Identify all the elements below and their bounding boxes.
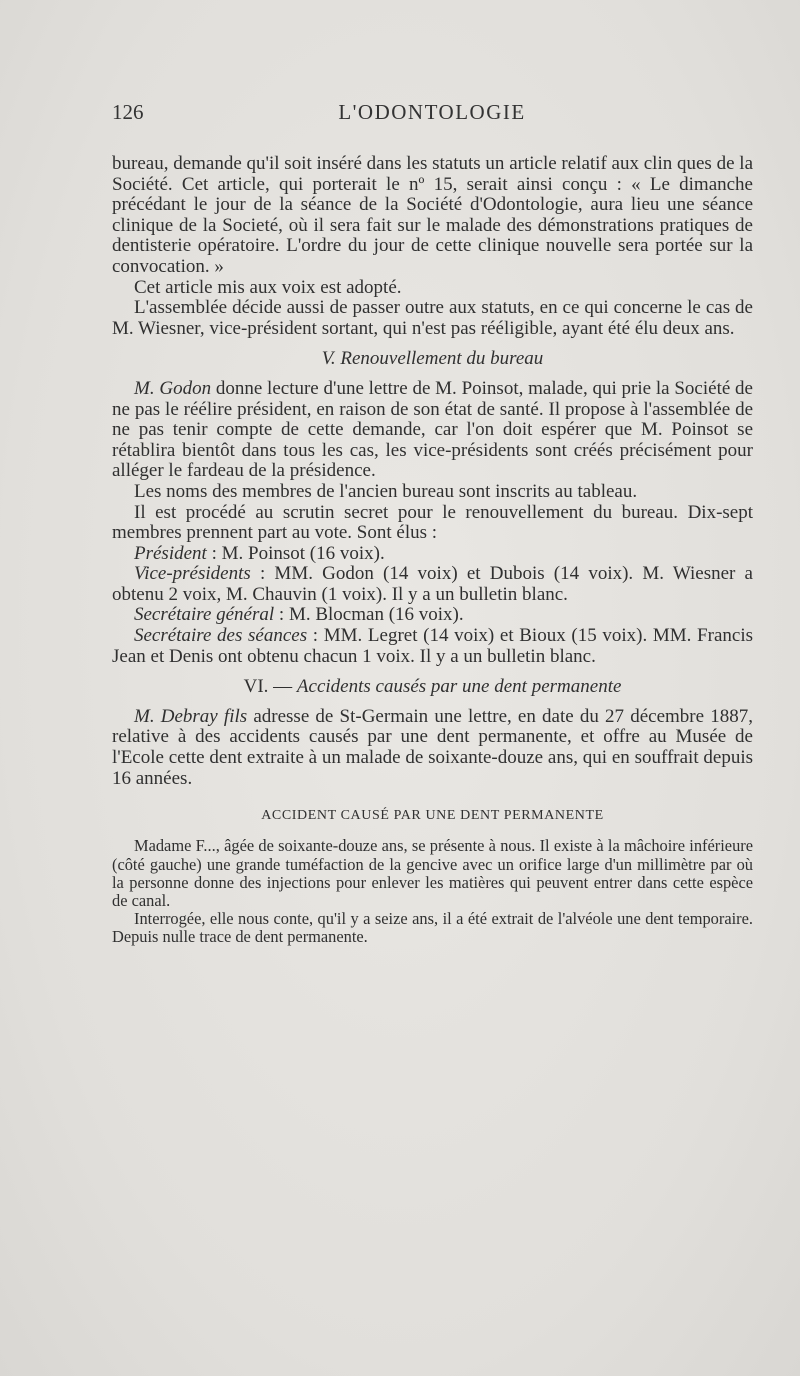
result-text: : M. Poinsot (16 voix). [206,542,385,564]
office-label: Vice-présidents [134,563,251,585]
running-title: L'ODONTOLOGIE [338,100,526,124]
article-body [112,154,753,947]
election-result [112,605,753,626]
speaker-name: M. Debray fils [134,705,248,727]
case-report-title: ACCIDENT CAUSÉ PAR UNE DENT PERMANENTE [261,808,604,824]
page-number: 126 [112,100,144,124]
election-result [112,564,753,605]
paragraph-text: adresse de St-Germain une lettre, en date du 27 décembre 1887, relative à des accidents causés par une dent permanente, et offre au Musée de l'Ecole cette dent extraite à un malade de soixante-douze ans, qui en souffrait depuis 16 années. [112,705,753,789]
office-label: Président [134,542,207,564]
section-title: Accidents causés par une dent permanente [296,676,622,698]
case-paragraph: Madame F..., âgée de soixante-douze ans, se présente à nous. Il existe à la mâchoire inférieure (côté gauche) une grande tuméfaction de la gencive avec un orifice large d'un millimètre par où la personne donne des injections pour enlever les matières qui peuvent entrer dans cette espèce de canal. [112,836,753,911]
page-header [112,100,752,130]
paragraph: Les noms des membres de l'ancien bureau sont inscrits au tableau. [134,480,638,502]
result-text: : MM. Godon (14 voix) et Dubois (14 voix). M. Wiesner a obtenu 2 voix, M. Chauvin (1 voix). Il y a un bulletin blanc. [112,563,753,605]
section-heading-vi [112,677,753,698]
paragraph-text: donne lecture d'une lettre de M. Poinsot, malade, qui prie la Société de ne pas le réélire président, en raison de son état de santé. Il propose à l'assemblée de ne pas tenir compte de cette demande, car l'on doit espérer que M. Poinsot se rétablira bientôt dans tous les cas, les vice-présidents sont créés précisément pour alléger le fardeau de la présidence. [112,377,753,482]
speaker-name: M. Godon [134,377,212,399]
case-report [112,807,753,946]
result-text: : M. Blocman (16 voix). [274,604,464,626]
case-paragraph: Interrogée, elle nous conte, qu'il y a seize ans, il a été extrait de l'alvéole une dent temporaire. Depuis nulle trace de dent permanente. [112,909,753,947]
paragraph: Il est procédé au scrutin secret pour le renouvellement du bureau. Dix-sept membres prennent part au vote. Sont élus : [112,501,753,544]
section-heading-v: V. Renouvellement du bureau [321,348,544,370]
section-number: VI. — [243,676,297,698]
paragraph [112,379,753,482]
office-label: Secrétaire des séances [134,625,308,647]
election-result [112,626,753,667]
result-text: : MM. Legret (14 voix) et Bioux (15 voix). MM. Francis Jean et Denis ont obtenu chacun 1 voix. Il y a un bulletin blanc. [112,625,753,667]
paragraph [112,707,753,789]
election-result [112,544,753,565]
paragraph: Cet article mis aux voix est adopté. [134,276,402,298]
paragraph: L'assemblée décide aussi de passer outre aux statuts, en ce qui concerne le cas de M. Wiesner, vice-président sortant, qui n'est pas rééligible, ayant été élu deux ans. [112,297,753,339]
paragraph: bureau, demande qu'il soit inséré dans les statuts un article relatif aux clin ques de la Société. Cet article, qui porterait le nº 15, serait ainsi conçu : « Le dimanche précédant le jour de la séance de la Société d'Odontologie, aura lieu une séance clinique de la Societé, où il sera fait sur le malade des démonstrations pratiques de dentisterie opératoire. L'ordre du jour de cette clinique nouvelle sera portée sur la convocation. » [112,153,753,277]
office-label: Secrétaire général [134,604,275,626]
